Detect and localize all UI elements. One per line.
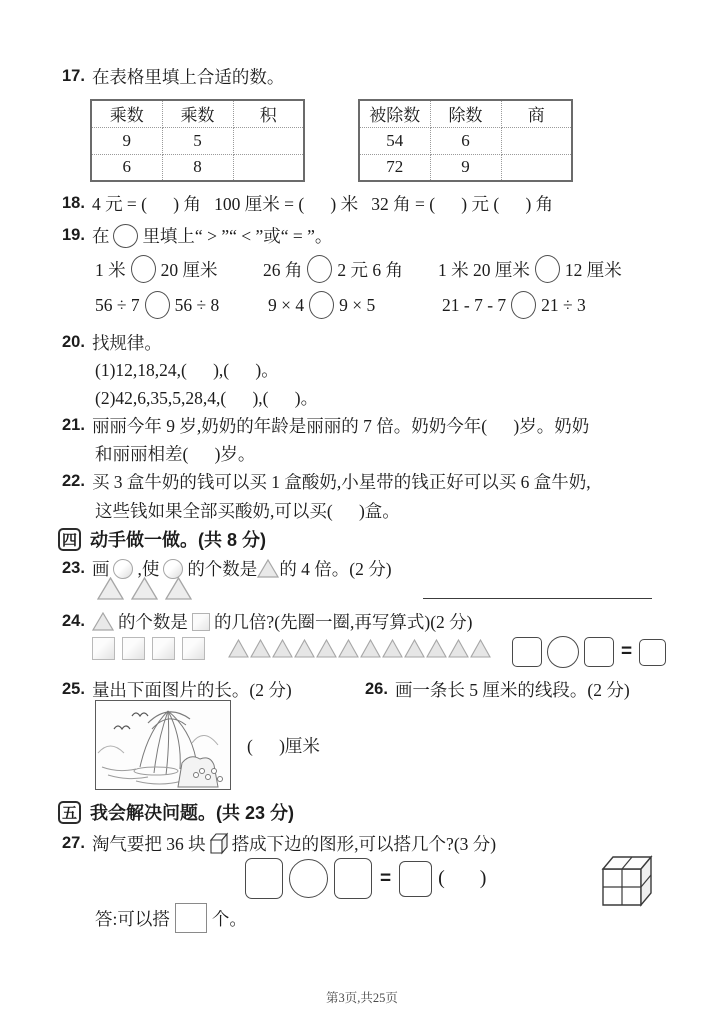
cube-icon bbox=[208, 832, 230, 856]
answer-text: 答:可以搭 bbox=[95, 908, 170, 929]
question-text: 在表格里填上合适的数。 bbox=[91, 67, 285, 87]
equation-template-q24 bbox=[512, 636, 666, 668]
blank-circle bbox=[145, 291, 170, 319]
question-text: 买 3 盒牛奶的钱可以买 1 盒酸奶,小星带的钱正好可以买 6 盒牛奶, bbox=[91, 472, 591, 492]
compare-right: 2 元 6 角 bbox=[337, 259, 403, 280]
question-number: 26. bbox=[365, 680, 388, 698]
compare-left: 1 米 20 厘米 bbox=[438, 259, 530, 280]
table-header-cell: 积 bbox=[233, 100, 304, 127]
cube-block-figure bbox=[599, 851, 653, 909]
question-18-line bbox=[62, 191, 553, 216]
question-text: 的 4 倍。(2 分) bbox=[279, 559, 392, 579]
equation-template-q27 bbox=[245, 858, 486, 899]
answer-box bbox=[334, 858, 372, 899]
question-21-line-2: 和丽丽相差( )岁。 bbox=[95, 444, 256, 464]
question-20-line bbox=[62, 330, 162, 355]
question-number: 17. bbox=[62, 67, 85, 85]
answer-line bbox=[423, 598, 652, 599]
section-four-header bbox=[58, 526, 266, 552]
triangle-shape bbox=[92, 612, 114, 631]
compare-left: 26 角 bbox=[263, 259, 303, 280]
question-text: 4 元 = ( ) 角 100 厘米 = ( ) 米 32 角 = ( ) 元 ( ) 角 bbox=[91, 194, 554, 214]
question-22-line bbox=[62, 469, 591, 494]
section-marker-box: 五 bbox=[58, 801, 81, 824]
table-cell: 8 bbox=[162, 154, 233, 181]
triangle-shape bbox=[448, 639, 469, 658]
triangle-shape bbox=[257, 559, 279, 578]
question-text: ,使 bbox=[137, 559, 160, 579]
table-header-cell: 除数 bbox=[430, 100, 501, 127]
triangle-shape bbox=[338, 639, 359, 658]
page-footer: 第3页,共25页 bbox=[326, 991, 398, 1005]
compare-right: 56 ÷ 8 bbox=[174, 294, 220, 315]
question-17-line bbox=[62, 64, 284, 89]
equals-sign: = bbox=[380, 867, 392, 889]
compare-left: 9 × 4 bbox=[268, 294, 305, 315]
compare-left: 56 ÷ 7 bbox=[95, 294, 140, 315]
question-number: 20. bbox=[62, 333, 85, 351]
bird-icon bbox=[114, 726, 130, 729]
table-cell: 9 bbox=[91, 127, 162, 154]
question-text: 的个数是 bbox=[117, 612, 188, 632]
triangle-shape bbox=[294, 639, 315, 658]
question-25-line bbox=[62, 677, 292, 702]
question-number: 21. bbox=[62, 416, 85, 434]
table-header-cell: 被除数 bbox=[359, 100, 430, 127]
table-cell: 72 bbox=[359, 154, 430, 181]
question-text: 的个数是 bbox=[187, 559, 258, 579]
section-title: 动手做一做。(共 8 分) bbox=[90, 530, 267, 550]
compare-item bbox=[442, 291, 586, 319]
table-row bbox=[91, 154, 304, 181]
multiplication-table bbox=[90, 99, 305, 182]
question-24-line bbox=[62, 609, 473, 634]
table-cell: 5 bbox=[162, 127, 233, 154]
question-text: 里填上“ > ”“ < ”或“ = ”。 bbox=[142, 226, 333, 246]
answer-box bbox=[399, 861, 432, 897]
table-cell: 9 bbox=[430, 154, 501, 181]
table-cell: 6 bbox=[91, 154, 162, 181]
compare-right: 21 ÷ 3 bbox=[541, 294, 586, 315]
question-text: 丽丽今年 9 岁,奶奶的年龄是丽丽的 7 倍。奶奶今年( )岁。奶奶 bbox=[91, 416, 590, 436]
question-text: 量出下面图片的长。(2 分) bbox=[91, 680, 292, 700]
question-number: 19. bbox=[62, 226, 85, 244]
question-number: 27. bbox=[62, 834, 85, 852]
answer-box bbox=[512, 637, 542, 667]
compare-item bbox=[268, 291, 375, 319]
square-shape bbox=[152, 637, 175, 660]
compare-item bbox=[95, 291, 219, 319]
table-row bbox=[91, 127, 304, 154]
blank-circle bbox=[131, 255, 156, 283]
question-text: 找规律。 bbox=[91, 333, 162, 353]
answer-box bbox=[639, 639, 666, 666]
table-row bbox=[359, 127, 572, 154]
willow-pond-illustration bbox=[95, 700, 231, 790]
length-answer-blank: ( )厘米 bbox=[247, 736, 320, 756]
willow-pond-drawing bbox=[96, 701, 230, 789]
question-22-line-2: 这些钱如果全部买酸奶,可以买( )盒。 bbox=[95, 501, 400, 521]
blank-circle bbox=[309, 291, 334, 319]
question-text: 淘气要把 36 块 bbox=[91, 834, 206, 854]
triangle-shape bbox=[165, 577, 192, 600]
question-21-line bbox=[62, 413, 589, 438]
sequence-line-1: (1)12,18,24,( ),( )。 bbox=[95, 360, 279, 380]
square-shape bbox=[192, 613, 210, 631]
triangle-shape bbox=[382, 639, 403, 658]
compare-item bbox=[438, 255, 622, 283]
compare-item bbox=[263, 255, 403, 283]
blank-circle bbox=[307, 255, 332, 283]
question-27-line bbox=[62, 831, 496, 856]
question-text: 的几倍?(先圈一圈,再写算式)(2 分) bbox=[213, 612, 473, 632]
question-number: 18. bbox=[62, 194, 85, 212]
table-header-cell: 商 bbox=[501, 100, 572, 127]
table-row bbox=[359, 154, 572, 181]
section-marker-box: 四 bbox=[58, 528, 81, 551]
question-text: 搭成下边的图形,可以搭几个?(3 分) bbox=[231, 834, 497, 854]
circle-shape bbox=[163, 559, 183, 579]
question-number: 23. bbox=[62, 559, 85, 577]
compare-right: 20 厘米 bbox=[160, 259, 218, 280]
equals-sign: = bbox=[621, 641, 633, 662]
triangle-shape bbox=[316, 639, 337, 658]
compare-left: 21 - 7 - 7 bbox=[442, 294, 507, 315]
division-table bbox=[358, 99, 573, 182]
cube-figure bbox=[599, 851, 653, 909]
table-header-cell: 乘数 bbox=[91, 100, 162, 127]
triangle-row-q23 bbox=[97, 577, 192, 600]
question-text: 画一条长 5 厘米的线段。(2 分) bbox=[394, 680, 630, 700]
sequence-line-2: (2)42,6,35,5,28,4,( ),( )。 bbox=[95, 388, 319, 408]
question-27-answer-line bbox=[95, 903, 247, 933]
question-number: 22. bbox=[62, 472, 85, 490]
question-19-line bbox=[62, 223, 332, 248]
triangle-row-q24 bbox=[228, 639, 491, 658]
square-shape bbox=[122, 637, 145, 660]
answer-box bbox=[584, 637, 614, 667]
question-text: 画 bbox=[91, 559, 110, 579]
question-26-line bbox=[365, 677, 630, 702]
triangle-shape bbox=[228, 639, 249, 658]
triangle-shape bbox=[272, 639, 293, 658]
circle-shape bbox=[113, 559, 133, 579]
triangle-shape bbox=[426, 639, 447, 658]
compare-right: 9 × 5 bbox=[339, 294, 376, 315]
question-number: 25. bbox=[62, 680, 85, 698]
table-header-cell: 乘数 bbox=[162, 100, 233, 127]
triangle-shape bbox=[250, 639, 271, 658]
answer-text: 个。 bbox=[211, 908, 247, 929]
blank-circle bbox=[511, 291, 536, 319]
triangle-shape bbox=[131, 577, 158, 600]
square-shape bbox=[182, 637, 205, 660]
unit-parentheses: ( ) bbox=[438, 867, 487, 889]
question-text: 在 bbox=[91, 226, 110, 246]
operator-circle bbox=[289, 859, 328, 898]
section-title: 我会解决问题。(共 23 分) bbox=[90, 803, 295, 823]
triangle-shape bbox=[404, 639, 425, 658]
bird-icon bbox=[132, 713, 148, 716]
table-cell-blank bbox=[233, 154, 304, 181]
table-cell: 6 bbox=[430, 127, 501, 154]
blank-circle bbox=[535, 255, 560, 283]
triangle-shape bbox=[360, 639, 381, 658]
compare-left: 1 米 bbox=[95, 259, 126, 280]
answer-box bbox=[175, 903, 207, 933]
blank-circle bbox=[113, 224, 138, 248]
triangle-shape bbox=[97, 577, 124, 600]
compare-right: 12 厘米 bbox=[564, 259, 622, 280]
square-shape bbox=[92, 637, 115, 660]
table-cell-blank bbox=[501, 127, 572, 154]
table-cell-blank bbox=[501, 154, 572, 181]
triangle-shape bbox=[470, 639, 491, 658]
square-row-q24 bbox=[92, 637, 205, 660]
table-cell-blank bbox=[233, 127, 304, 154]
table-cell: 54 bbox=[359, 127, 430, 154]
operator-circle bbox=[547, 636, 579, 668]
compare-item bbox=[95, 255, 218, 283]
answer-box bbox=[245, 858, 283, 899]
section-five-header bbox=[58, 799, 294, 825]
question-number: 24. bbox=[62, 612, 85, 630]
